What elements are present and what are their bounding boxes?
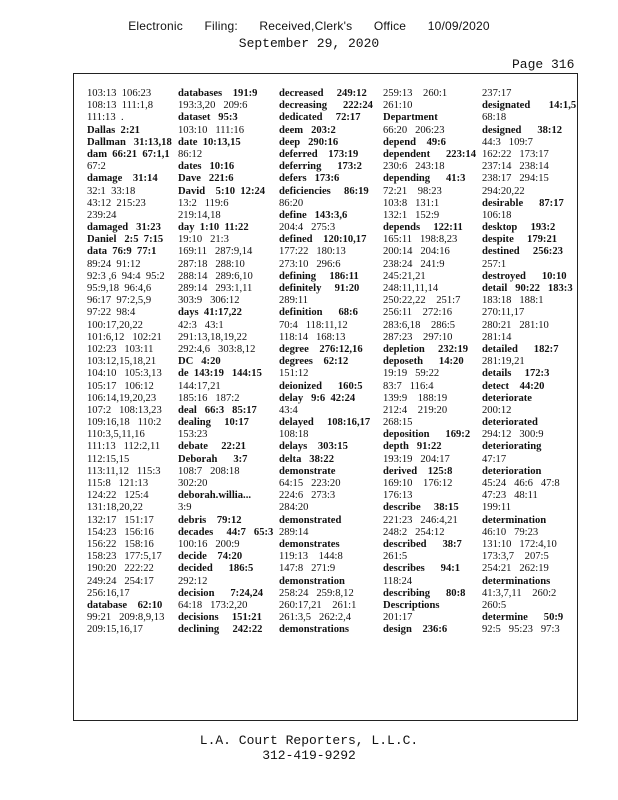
index-entry-line: 106:14,19,20,23: [87, 392, 157, 404]
index-entry-line: 147:8 271:9: [279, 563, 336, 575]
index-entry-line: 104:10 105:3,13: [87, 368, 162, 380]
index-entry-line: 42:3 43:1: [178, 319, 224, 331]
index-entry-heading: database 62:10: [87, 599, 163, 611]
index-entry-heading: Department: [383, 112, 438, 124]
index-entry-line: 200:12: [482, 404, 512, 416]
index-entry-line: 292:12: [178, 575, 208, 587]
index-entry-line: 47:17: [482, 453, 507, 465]
index-entry-line: 151:12: [279, 368, 309, 380]
index-entry-line: 115:8 121:13: [87, 478, 149, 489]
index-entry-line: 3:9: [178, 502, 192, 514]
index-entry-line: 154:23 156:16: [87, 526, 154, 538]
index-entry-line: 281:19,21: [482, 356, 525, 368]
index-entry-heading: deep 290:16: [279, 136, 339, 148]
index-entry-line: 193:3,20 209:6: [178, 100, 248, 112]
index-entry-line: 201:17: [383, 612, 413, 624]
index-entry-line: 256:16,17: [87, 587, 130, 599]
index-entry-heading: details 172:3: [482, 368, 550, 380]
index-entry-heading: determination: [482, 514, 547, 526]
index-entry-heading: debate 22:21: [178, 441, 246, 453]
stamp-received: Received,Clerk's: [259, 19, 353, 33]
index-entry-line: 176:13: [383, 490, 413, 502]
index-entry-heading: destroyed 10:10: [482, 270, 567, 282]
index-entry-line: 273:10 296:6: [279, 258, 341, 270]
index-entry-line: 238:24 241:9: [383, 258, 445, 270]
index-entry-line: 258:24 259:8,12: [279, 587, 354, 599]
index-entry-heading: destined 256:23: [482, 246, 563, 258]
index-entry-line: 288:14 289:6,10: [178, 270, 253, 282]
index-entry-line: 283:6,18 286:5: [383, 319, 456, 331]
index-entry-line: 219:14,18: [178, 209, 221, 221]
index-entry-line: 41:3,7,11 260:2: [482, 587, 557, 599]
index-entry-line: 230:6 243:18: [383, 161, 445, 173]
index-entry-line: 72:21 98:23: [383, 185, 442, 197]
index-entry-heading: decreasing 222:24: [279, 100, 373, 112]
index-entry-line: 261:3,5 262:2,4: [279, 612, 352, 624]
index-entry-line: 106:18: [482, 209, 512, 221]
index-entry-line: 113:11,12 115:3: [87, 465, 161, 477]
stamp-electronic: Electronic: [128, 19, 183, 33]
index-entry-line: 303:9 306:12: [178, 295, 240, 307]
index-entry-heading: dates 10:16: [178, 161, 235, 173]
index-entry-heading: Deborah 3:7: [178, 453, 248, 465]
index-entry-heading: delays 303:15: [279, 441, 348, 453]
index-entry-heading: deferring 173:2: [279, 161, 362, 173]
index-entry-line: 190:20 222:22: [87, 563, 154, 575]
index-entry-line: 248:2 254:12: [383, 526, 445, 538]
index-entry-heading: date 10:13,15: [178, 136, 241, 148]
index-entry-line: 261:10: [383, 100, 413, 112]
index-entry-line: 245:21,21: [383, 270, 426, 282]
index-entry-line: 302:20: [178, 478, 208, 489]
stamp-date: 10/09/2020: [427, 19, 490, 33]
index-entry-line: 237:17: [482, 88, 512, 99]
index-entry-line: 108:7 208:18: [178, 465, 240, 477]
index-entry-heading: demonstrates: [279, 538, 340, 550]
index-entry-heading: deborah.willia...: [178, 490, 251, 502]
index-entry-line: 45:24 46:6 47:8: [482, 478, 560, 489]
index-entry-line: 103:12,15,18,21: [87, 356, 157, 368]
index-entry-line: 111:13 .: [87, 112, 124, 124]
index-entry-heading: defers 173:6: [279, 173, 340, 185]
index-entry-heading: dedicated 72:17: [279, 112, 361, 124]
index-entry-heading: determinations: [482, 575, 551, 587]
index-entry-heading: deem 203:2: [279, 124, 336, 136]
index-entry-heading: desktop 193:2: [482, 222, 556, 234]
index-entry-line: 292:4,6 303:8,12: [178, 343, 256, 355]
index-entry-heading: de 143:19 144:15: [178, 368, 262, 380]
index-entry-heading: deionized 160:5: [279, 380, 363, 392]
index-entry-heading: deteriorating: [482, 441, 542, 453]
index-entry-line: 165:11 198:8,23: [383, 234, 458, 246]
index-entry-line: 43:12 215:23: [87, 197, 146, 209]
index-entry-heading: dam 66:21 67:1,1: [87, 148, 170, 160]
index-entry-line: 294:12 300:9: [482, 429, 544, 441]
index-column-5: [482, 88, 576, 636]
index-entry-line: 291:13,18,19,22: [178, 331, 248, 343]
reporter-phone: 312-419-9292: [262, 748, 356, 763]
index-entry-heading: deposition 169:2: [383, 429, 471, 441]
index-entry-line: 268:15: [383, 417, 413, 429]
index-entry-line: 99:21 209:8,9,13: [87, 612, 165, 624]
index-entry-heading: decision 7:24,24: [178, 587, 264, 599]
index-entry-heading: defined 120:10,17: [279, 234, 367, 246]
transcript-date: September 29, 2020: [238, 36, 380, 51]
index-entry-heading: damage 31:14: [87, 173, 158, 185]
index-entry-line: 294:20,22: [482, 185, 525, 197]
index-entry-line: 221:23 246:4,21: [383, 514, 458, 526]
index-entry-line: 101:6,12 102:21: [87, 331, 162, 343]
index-entry-line: 19:19 59:22: [383, 368, 440, 380]
index-entry-line: 70:4 118:11,12: [279, 319, 348, 331]
index-entry-line: 108:13 111:1,8: [87, 100, 154, 112]
index-entry-line: 256:11 272:16: [383, 307, 453, 319]
index-entry-heading: decades 44:7 65:3: [178, 526, 274, 538]
index-entry-line: 193:19 204:17: [383, 453, 450, 465]
index-entry-heading: dealing 10:17: [178, 417, 249, 429]
index-entry-heading: derived 125:8: [383, 465, 453, 477]
index-entry-line: 250:22,22 251:7: [383, 295, 461, 307]
index-entry-heading: DC 4:20: [178, 356, 221, 368]
stamp-office: Office: [373, 19, 407, 33]
index-entry-line: 287:18 288:10: [178, 258, 245, 270]
index-entry-heading: describing 80:8: [383, 587, 466, 599]
index-entry-line: 64:18 173:2,20: [178, 599, 248, 611]
index-entry-line: 261:5: [383, 551, 408, 563]
index-entry-line: 209:15,16,17: [87, 624, 143, 636]
index-entry-line: 257:1: [482, 258, 507, 270]
index-entry-heading: detect 44:20: [482, 380, 545, 392]
index-entry-line: 224:6 273:3: [279, 490, 336, 502]
index-entry-heading: data 76:9 77:1: [87, 246, 157, 258]
index-entry-heading: Dave 221:6: [178, 173, 234, 185]
index-entry-line: 162:22 173:17: [482, 148, 549, 160]
index-entry-line: 89:24 91:12: [87, 258, 141, 270]
index-entry-line: 47:23 48:11: [482, 490, 538, 502]
index-entry-line: 204:4 275:3: [279, 222, 336, 234]
index-entry-line: 270:11,17: [482, 307, 525, 319]
index-entry-line: 100:17,20,22: [87, 319, 143, 331]
index-entry-heading: describe 38:15: [383, 502, 459, 514]
index-entry-line: 169:10 176:12: [383, 478, 453, 489]
index-entry-line: 92:5 95:23 97:3: [482, 624, 560, 636]
index-column-2: [178, 88, 273, 636]
index-entry-heading: decisions 151:21: [178, 612, 262, 624]
index-entry-line: 124:22 125:4: [87, 490, 149, 502]
index-entry-heading: desirable 87:17: [482, 197, 564, 209]
index-entry-line: 289:11: [279, 295, 309, 307]
index-entry-heading: demonstrated: [279, 514, 342, 526]
index-entry-line: 131:18,20,22: [87, 502, 143, 514]
index-entry-line: 100:16 200:9: [178, 538, 240, 550]
index-entry-line: 64:15 223:20: [279, 478, 341, 489]
index-entry-line: 289:14: [279, 526, 309, 538]
index-entry-line: 199:11: [482, 502, 512, 514]
index-entry-heading: depending 41:3: [383, 173, 466, 185]
index-column-4: [383, 88, 476, 636]
index-entry-heading: degrees 62:12: [279, 356, 349, 368]
index-entry-line: 103:8 131:1: [383, 197, 440, 209]
index-entry-line: 111:13 112:2,11: [87, 441, 161, 453]
index-entry-line: 248:11,11,14: [383, 283, 439, 294]
index-entry-heading: demonstrate: [279, 465, 336, 477]
index-entry-line: 86:20: [279, 197, 304, 209]
index-entry-heading: detail 90:22 183:3: [482, 283, 573, 294]
footer: [0, 733, 618, 763]
index-entry-heading: decided 186:5: [178, 563, 254, 575]
index-entry-line: 254:21 262:19: [482, 563, 549, 575]
index-entry-line: 239:24: [87, 209, 117, 221]
index-entry-heading: depletion 232:19: [383, 343, 469, 355]
index-entry-heading: deteriorate: [482, 392, 532, 404]
index-entry-line: 144:17,21: [178, 380, 221, 392]
index-entry-heading: Descriptions: [383, 599, 440, 611]
index-entry-line: 280:21 281:10: [482, 319, 549, 331]
index-entry-heading: deposeth 14:20: [383, 356, 464, 368]
index-entry-heading: deterioration: [482, 465, 542, 477]
index-entry-heading: despite 179:21: [482, 234, 558, 246]
index-entry-heading: declining 242:22: [178, 624, 263, 636]
index-entry-line: 102:23 103:11: [87, 343, 154, 355]
index-entry-line: 96:17 97:2,5,9: [87, 295, 152, 307]
index-entry-line: 97:22 98:4: [87, 307, 136, 319]
index-entry-heading: deferred 173:19: [279, 148, 359, 160]
index-entry-heading: definition 68:6: [279, 307, 358, 319]
index-entry-heading: demonstration: [279, 575, 345, 587]
index-entry-line: 132:17 151:17: [87, 514, 154, 526]
index-entry-heading: Daniel 2:5 7:15: [87, 234, 164, 246]
index-entry-heading: determine 50:9: [482, 612, 564, 624]
index-entry-line: 139:9 188:19: [383, 392, 448, 404]
index-entry-heading: delta 38:22: [279, 453, 335, 465]
index-entry-line: 86:12: [178, 148, 203, 160]
index-entry-line: 103:13 106:23: [87, 88, 152, 99]
index-entry-line: 109:16,18 110:2: [87, 417, 162, 429]
index-entry-line: 46:10 79:23: [482, 526, 539, 538]
index-entry-line: 249:24 254:17: [87, 575, 154, 587]
efiling-stamp: [0, 19, 618, 33]
index-entry-heading: decreased 249:12: [279, 88, 367, 99]
index-entry-line: 119:13 144:8: [279, 551, 343, 563]
index-entry-heading: detailed 182:7: [482, 343, 559, 355]
index-entry-heading: degree 276:12,16: [279, 343, 363, 355]
index-entry-heading: definitely 91:20: [279, 283, 360, 294]
index-entry-heading: delay 9:6 42:24: [279, 392, 356, 404]
index-entry-line: 67:2: [87, 161, 106, 173]
index-entry-heading: dependent 223:14: [383, 148, 476, 160]
index-entry-heading: depends 122:11: [383, 222, 463, 234]
index-entry-line: 287:23 297:10: [383, 331, 453, 343]
index-entry-line: 44:3 109:7: [482, 136, 533, 148]
index-entry-heading: David 5:10 12:24: [178, 185, 266, 197]
index-entry-heading: delayed 108:16,17: [279, 417, 371, 429]
index-entry-line: 66:20 206:23: [383, 124, 445, 136]
index-entry-heading: Dallman 31:13,18: [87, 136, 172, 148]
index-entry-line: 83:7 116:4: [383, 380, 434, 392]
index-entry-line: 131:10 172:4,10: [482, 538, 557, 550]
index-entry-line: 68:18: [482, 112, 507, 124]
index-entry-heading: defining 186:11: [279, 270, 359, 282]
index-column-3: [279, 88, 373, 636]
index-entry-line: 281:14: [482, 331, 512, 343]
index-entry-line: 95:9,18 96:4,6: [87, 283, 152, 294]
index-entry-line: 13:2 119:6: [178, 197, 229, 209]
index-entry-heading: deteriorated: [482, 417, 538, 429]
index-entry-heading: design 236:6: [383, 624, 448, 636]
index-entry-line: 153:23: [178, 429, 208, 441]
index-column-1: [87, 88, 172, 636]
index-entry-line: 156:22 158:16: [87, 538, 154, 550]
index-entry-line: 177:22 180:13: [279, 246, 346, 258]
index-entry-heading: designed 38:12: [482, 124, 563, 136]
index-entry-heading: describes 94:1: [383, 563, 461, 575]
index-entry-line: 43:4: [279, 404, 298, 416]
index-entry-line: 105:17 106:12: [87, 380, 154, 392]
reporter-name: L.A. Court Reporters, L.L.C.: [199, 733, 419, 748]
index-entry-line: 158:23 177:5,17: [87, 551, 162, 563]
index-entry-heading: decide 74:20: [178, 551, 243, 563]
index-entry-heading: databases 191:9: [178, 88, 258, 99]
index-entry-line: 260:17,21 261:1: [279, 599, 357, 611]
index-entry-heading: demonstrations: [279, 624, 350, 636]
index-entry-line: 173:3,7 207:5: [482, 551, 549, 563]
index-entry-heading: deficiencies 86:19: [279, 185, 369, 197]
index-frame: [73, 73, 578, 721]
index-entry-line: 185:16 187:2: [178, 392, 240, 404]
index-entry-line: 19:10 21:3: [178, 234, 229, 246]
index-entry-heading: debris 79:12: [178, 514, 242, 526]
page-number: Page 316: [512, 57, 575, 72]
index-entry-heading: depth 91:22: [383, 441, 442, 453]
index-entry-line: 107:2 108:13,23: [87, 404, 162, 416]
index-entry-heading: days 41:17,22: [178, 307, 242, 319]
index-entry-heading: Dallas 2:21: [87, 124, 140, 136]
index-entry-line: 103:10 111:16: [178, 124, 245, 136]
index-entry-line: 32:1 33:18: [87, 185, 136, 197]
index-entry-line: 260:5: [482, 599, 507, 611]
index-entry-line: 132:1 152:9: [383, 209, 440, 221]
stamp-filing: Filing:: [204, 19, 238, 33]
index-entry-line: 284:20: [279, 502, 309, 514]
index-entry-line: 118:14 168:13: [279, 331, 346, 343]
index-entry-heading: deal 66:3 85:17: [178, 404, 257, 416]
index-entry-line: 212:4 219:20: [383, 404, 448, 416]
index-entry-heading: described 38:7: [383, 538, 462, 550]
index-entry-line: 238:17 294:15: [482, 173, 549, 185]
index-entry-heading: depend 49:6: [383, 136, 446, 148]
index-entry-line: 108:18: [279, 429, 309, 441]
index-entry-line: 118:24: [383, 575, 413, 587]
index-entry-line: 169:11 287:9,14: [178, 246, 253, 258]
index-entry-heading: designated 14:1,5: [482, 100, 577, 112]
index-entry-heading: day 1:10 11:22: [178, 222, 249, 234]
index-entry-line: 200:14 204:16: [383, 246, 450, 258]
index-entry-line: 289:14 293:1,11: [178, 283, 253, 294]
index-entry-line: 259:13 260:1: [383, 88, 448, 99]
index-entry-line: 112:15,15: [87, 453, 130, 465]
index-entry-heading: damaged 31:23: [87, 222, 161, 234]
index-entry-heading: dataset 95:3: [178, 112, 238, 124]
index-entry-line: 183:18 188:1: [482, 295, 544, 307]
index-entry-line: 92:3 ,6 94:4 95:2: [87, 270, 165, 282]
index-entry-line: 110:3,5,11,16: [87, 429, 145, 441]
index-entry-line: 237:14 238:14: [482, 161, 549, 173]
index-entry-heading: define 143:3,6: [279, 209, 348, 221]
